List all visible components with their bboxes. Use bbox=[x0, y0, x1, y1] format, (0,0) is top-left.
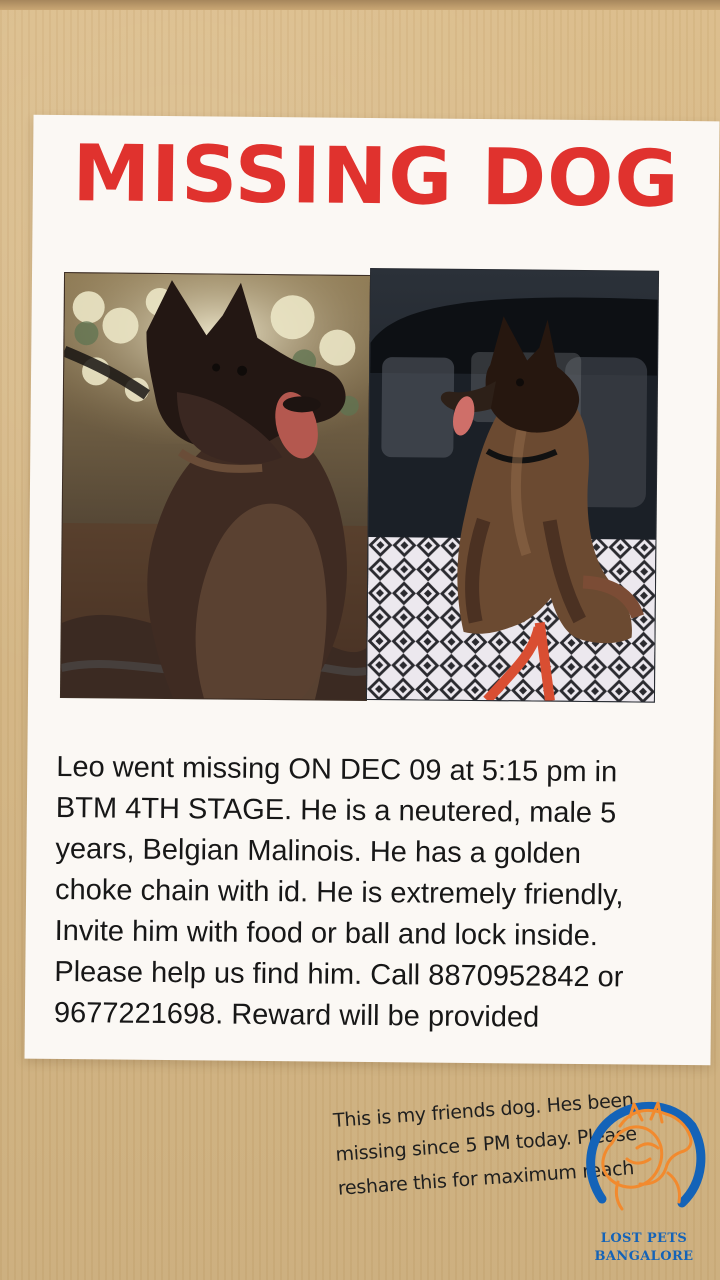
description-line: Leo went missing ON DEC 09 at 5:15 pm in bbox=[56, 750, 618, 789]
poster-headline: MISSING DOG bbox=[72, 129, 680, 225]
dog-photo-outdoor bbox=[60, 272, 371, 701]
description-line: Invite him with food or ball and lock inside. bbox=[54, 914, 599, 953]
logo-text-line: BANGALORE bbox=[594, 1249, 694, 1264]
note-line: missing since 5 PM today. Please bbox=[334, 1122, 638, 1166]
note-line: This is my friends dog. Hes been bbox=[332, 1088, 635, 1132]
note-line: reshare this for maximum reach bbox=[337, 1157, 635, 1200]
dog-photo-car bbox=[366, 268, 659, 703]
pet-silhouette-icon bbox=[578, 1098, 710, 1226]
poster-description bbox=[54, 747, 677, 1040]
missing-dog-poster bbox=[24, 115, 719, 1066]
lost-pets-bangalore-logo bbox=[574, 1098, 714, 1274]
logo-text bbox=[574, 1230, 714, 1266]
description-line: choke chain with id. He is extremely friendly, bbox=[54, 873, 624, 912]
description-line: years, Belgian Malinois. He has a golden bbox=[55, 832, 582, 871]
logo-text-line: LOST PETS bbox=[600, 1231, 688, 1246]
description-line: 9677221698. Reward will be provided bbox=[53, 996, 540, 1034]
top-strip bbox=[0, 0, 720, 10]
description-line: Please help us find him. Call 8870952842 or bbox=[54, 955, 624, 994]
description-line: BTM 4TH STAGE. He is a neutered, male 5 bbox=[55, 791, 617, 830]
